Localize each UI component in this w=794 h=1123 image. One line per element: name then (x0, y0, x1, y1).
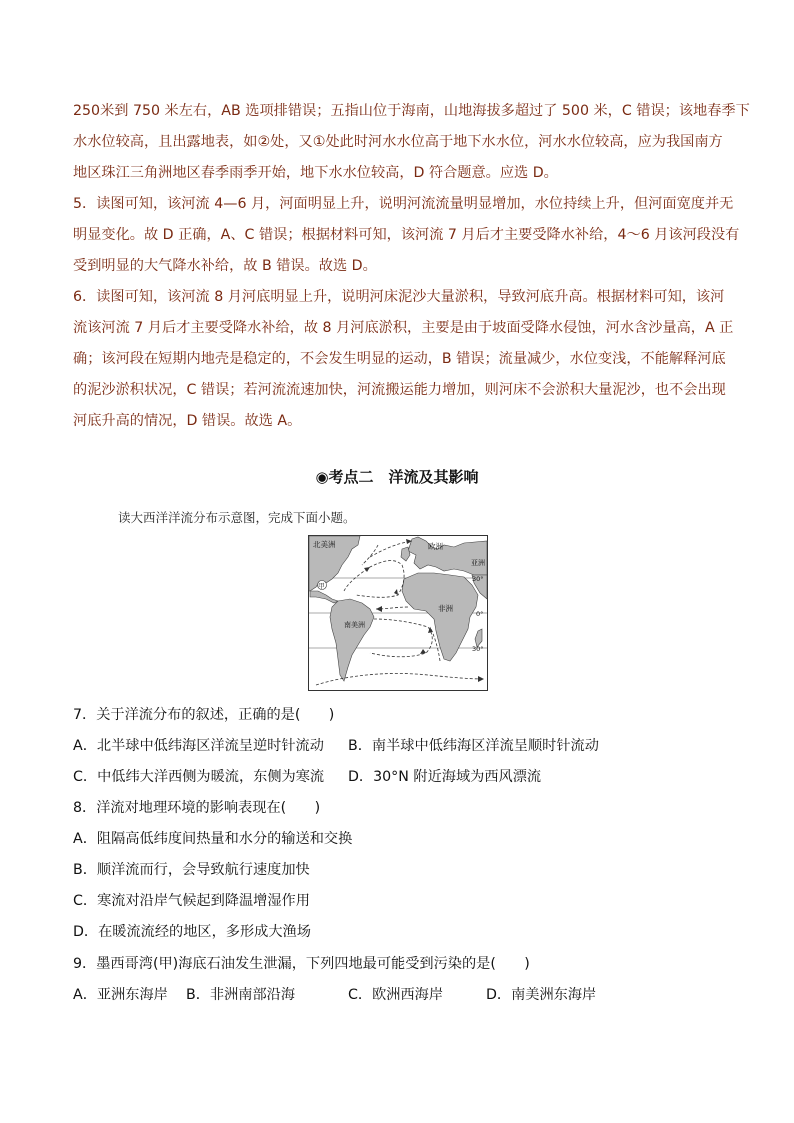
answer-line: 水水位较高，且出露地表，如②处，又①处此时河水水位高于地下水水位，河水水位较高，应为我国南方 (73, 134, 723, 150)
question-7-option-b[interactable]: B．南半球中低纬海区洋流呈顺时针流动 (348, 738, 599, 754)
question-7-stem: 7．关于洋流分布的叙述，正确的是( ) (73, 707, 335, 723)
question-8-option-a[interactable]: A．阻隔高低纬度间热量和水分的输送和交换 (73, 831, 353, 847)
answer-line: 6．读图可知，该河流 8 月河底明显上升，说明河床泥沙大量淤积，导致河底升高。根据材料可知，该河 (73, 289, 725, 305)
question-7-option-d[interactable]: D．30°N 附近海域为西风漂流 (348, 769, 542, 785)
question-8-option-c[interactable]: C．寒流对沿岸气候起到降温增湿作用 (73, 893, 310, 909)
label-0: 0° (476, 610, 484, 618)
label-europe: 欧洲 (428, 542, 443, 551)
question-7-option-c[interactable]: C．中低纬大洋西侧为暖流，东侧为寒流 (73, 769, 325, 785)
answer-line: 250米到 750 米左右，AB 选项排错误；五指山位于海南，山地海拔多超过了 500 米，C 错误；该地春季下 (73, 103, 750, 119)
answer-line: 地区珠江三角洲地区春季雨季开始，地下水水位较高，D 符合题意。应选 D。 (73, 165, 558, 181)
answer-line: 流该河流 7 月后才主要受降水补给，故 8 月河底淤积，主要是由于坡面受降水侵蚀，河水含沙量高，A 正 (73, 320, 734, 336)
question-9-option-c[interactable]: C．欧洲西海岸 (348, 987, 444, 1003)
question-9-stem: 9．墨西哥湾(甲)海底石油发生泄漏，下列四地最可能受到污染的是( ) (73, 956, 530, 972)
question-8-stem: 8．洋流对地理环境的影响表现在( ) (73, 800, 321, 816)
answer-line: 5．读图可知，该河流 4—6 月，河面明显上升，说明河流流量明显增加，水位持续上升，但河面宽度并无 (73, 196, 734, 212)
answer-line: 确；该河段在短期内地壳是稳定的，不会发生明显的运动，B 错误；流量减少，水位变浅，不能解释河底 (73, 351, 726, 367)
question-8-option-d[interactable]: D．在暖流流经的地区，多形成大渔场 (73, 924, 311, 940)
question-9-option-a[interactable]: A．亚洲东海岸 (73, 987, 168, 1003)
label-africa: 非洲 (438, 604, 453, 613)
answer-line: 河底升高的情况，D 错误。故选 A。 (73, 413, 302, 429)
question-9-option-d[interactable]: D．南美洲东海岸 (486, 987, 597, 1003)
label-asia: 亚洲 (471, 559, 485, 567)
section-title: ◉考点二 洋流及其影响 (315, 468, 479, 486)
label-south-america: 南美洲 (344, 621, 365, 629)
label-30n: 30° (472, 575, 484, 583)
question-intro: 读大西洋洋流分布示意图，完成下面小题。 (118, 510, 356, 525)
question-7-option-a[interactable]: A．北半球中低纬海区洋流呈逆时针流动 (73, 738, 324, 754)
answer-line: 的泥沙淤积状况，C 错误；若河流流速加快，河流搬运能力增加，则河床不会淤积大量泥沙，也不会出现 (73, 382, 726, 398)
label-jia: 甲 (318, 582, 325, 590)
question-9-option-b[interactable]: B．非洲南部沿海 (186, 987, 296, 1003)
answer-line: 明显变化。故 D 正确，A、C 错误；根据材料可知，该河流 7 月后才主要受降水补给，4～6 月该河段没有 (73, 227, 740, 243)
atlantic-current-map (308, 535, 488, 691)
label-north-america: 北美洲 (313, 540, 336, 549)
answer-explanations (73, 96, 750, 437)
question-8-option-b[interactable]: B．顺洋流而行，会导致航行速度加快 (73, 862, 310, 878)
answer-line: 受到明显的大气降水补给，故 B 错误。故选 D。 (73, 258, 377, 274)
label-30s: 30° (472, 645, 484, 653)
